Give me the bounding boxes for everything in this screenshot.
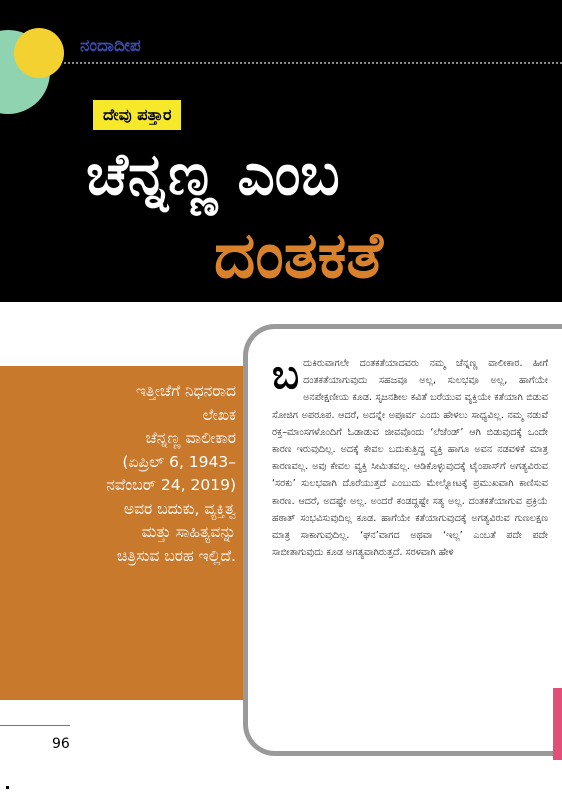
drop-cap: ಬ [272, 352, 300, 398]
summary-line: ಅವರ ಬದುಕು, ವ್ಯಕ್ತಿತ್ವ [123, 499, 236, 518]
page-number: 96 [52, 736, 70, 752]
summary-text [46, 380, 236, 568]
article-body [272, 352, 548, 561]
summary-line: (ಏಪ್ರಿಲ್ 6, 1943– [122, 452, 236, 471]
author-tag: ದೇವು ಪತ್ತಾರ [93, 100, 181, 130]
article-card [243, 324, 562, 756]
title-line-1: ಚೆನ್ನಣ್ಣ ಎಂಬ [86, 140, 340, 208]
pink-accent-bar [553, 688, 562, 760]
footer-rule [0, 725, 70, 726]
summary-line: ಚಿತ್ರಿಸುವ ಬರಹ ಇಲ್ಲಿದೆ. [116, 546, 236, 565]
summary-line: ಇತ್ತೀಚೆಗೆ ನಿಧನರಾದ [135, 382, 236, 400]
summary-line: ಚೆನ್ನಣ್ಣ ವಾಲೀಕಾರ [145, 429, 236, 447]
decorative-yellow-circle [14, 28, 64, 78]
corner-mark [6, 786, 9, 789]
summary-line: ಲೇಖಕ [202, 405, 236, 424]
section-name: ನಂದಾದೀಪ [80, 36, 141, 56]
title-line-2: ದಂತಕತೆ [214, 219, 383, 293]
article-header [0, 0, 562, 302]
dotted-divider [64, 62, 562, 64]
summary-line: ನವೆಂಬರ್ 24, 2019) [106, 476, 236, 494]
summary-line: ಮತ್ತು ಸಾಹಿತ್ಯವನ್ನು [141, 523, 236, 541]
summary-box [0, 366, 266, 700]
article-body-text: ದುಕಿರುವಾಗಲೇ ದಂತಕತೆಯಾದವರು ನಮ್ಮ ಚೆನ್ನಣ್ಣ ವಾಲೀಕಾರ. ಹೀಗೆ ದಂತಕತೆಯಾಗುವುದು ಸಹಜವೂ ಅಲ್ಲ, ಸುಲಭವೂ ಅಲ್ಲ, ಹಾಗೆಯೇ ಅನಪೇಕ್ಷಣೀಯ ಕೂಡ. ಸೃಜನಶೀಲ ಕವಿತೆ ಬರೆಯುವ ವ್ಯಕ್ತಿಯೇ ಕತೆಯಾಗಿ ಬಿಡುವ ಸೋಜಿಗ ಅಪರೂಪ. ಆದರೆ, ಅದನ್ನೇ ಅಪೂರ್ವ ಎಂದು ಹೇಳಲು ಸಾಧ್ಯವಿಲ್ಲ. ನಮ್ಮ ನಡುವೆ ರಕ್ತ–ಮಾಂಸಗಳೊಂದಿಗೆ ಓಡಾಡುವ ಜೀವವೊಂದು ‘ಲೆಜೆಂಡ್’ ಆಗಿ ಬಿಡುವುದಕ್ಕೆ ಒಂದೇ ಕಾರಣ ಇರುವುದಿಲ್ಲ. ಅದಕ್ಕೆ ಕೇವಲ ಬದುಕುತ್ತಿದ್ದ ವ್ಯಕ್ತಿ ಹಾಗೂ ಅವನ ನಡವಳಿಕೆ ಮಾತ್ರ ಕಾರಣವಲ್ಲ. ಅವು ಕೇವಲ ವ್ಯಕ್ತಿ ಸೀಮಿತವಲ್ಲ. ಆಡಿಕೊಳ್ಳುವುದಕ್ಕೆ ಟೈಂಪಾಸ್‌ಗೆ ಅಗತ್ಯವಿರುವ ‘ಸರಕು’ ಸುಲಭವಾಗಿ ದೊರೆಯುತ್ತದೆ ಎಂಬುದು ಮೇಲ್ನೋಟಕ್ಕೆ ಪ್ರಮುಖವಾಗಿ ಕಾಣಿಸುವ ಕಾರಣ. ಆದರೆ, ಅದಷ್ಟೇ ಅಲ್ಲ. ಅಂದರೆ ಕಂಡದ್ದಷ್ಟೇ ಸತ್ಯ ಅಲ್ಲ. ದಂತಕತೆಯಾಗುವ ಪ್ರಕ್ರಿಯೆ ಹಠಾತ್ ಸಂಭವಿಸುವುದಿಲ್ಲ ಕೂಡ. ಹಾಗೆಯೇ ಕತೆಯಾಗುವುದಕ್ಕೆ ಅಗತ್ಯವಿರುವ ಗುಣಲಕ್ಷಣ ಮಾತ್ರ ಸಾಕಾಗುವುದಿಲ್ಲ. ‘ಘನ’ವಾಗದ ಅಥವಾ ‘ಇಲ್ಲ’ ಎಂಬತೆ ಪದೇ ಪದೇ ಸಾಬೀತಾಗುವುದು ಕೂಡ ಅಗತ್ಯವಾಗಿರುತ್ತದೆ. ಸರಳವಾಗಿ ಹೇಳಿ [272, 358, 548, 559]
